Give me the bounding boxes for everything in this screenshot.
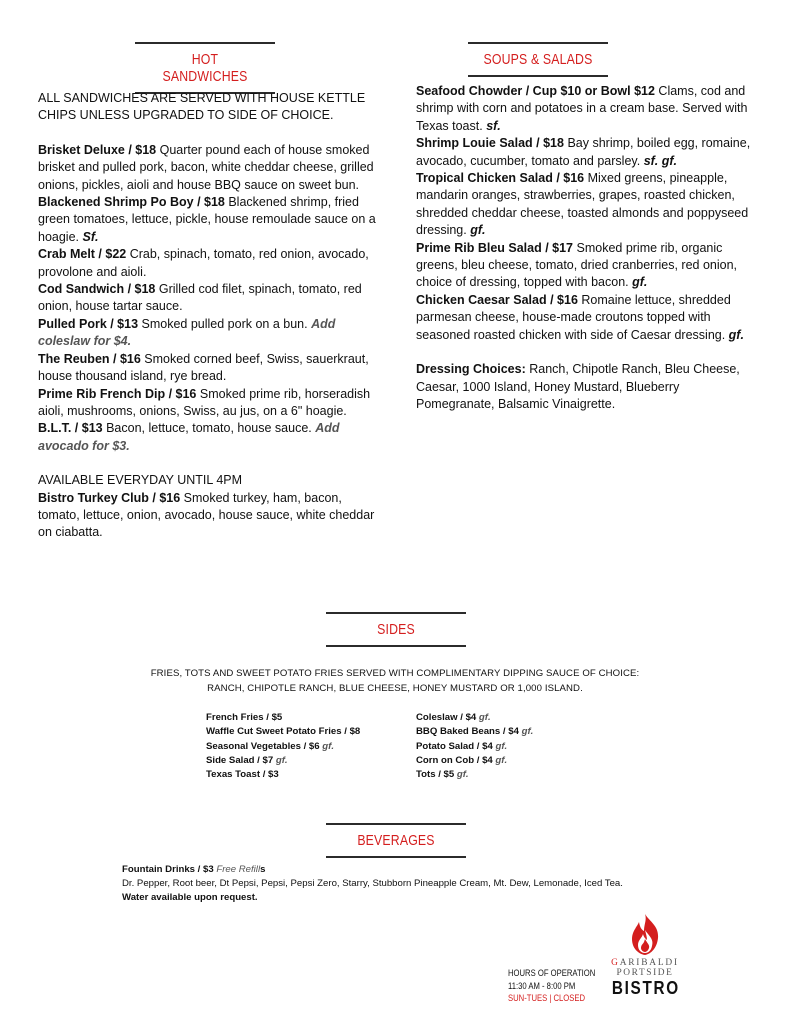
menu-item bbox=[38, 281, 383, 316]
item-description: Bay shrimp, boiled egg, romaine, avocado, cucumber, tomato and parsley. bbox=[416, 136, 751, 168]
item-name: The Reuben / $16 bbox=[38, 351, 141, 366]
heading-rule-bottom bbox=[326, 645, 466, 647]
side-item bbox=[416, 740, 533, 754]
item-name: Prime Rib Bleu Salad / $17 bbox=[416, 240, 574, 255]
side-item bbox=[416, 768, 533, 782]
item-name: Seafood Chowder / Cup $10 or Bowl $12 bbox=[416, 84, 655, 98]
item-description: Quarter pound each of house smoked brisket and pulled pork, bacon, white cheddar cheese, grilled onions, pickles, aioli and house BBQ sauce on sweet bun. bbox=[38, 142, 374, 192]
side-item bbox=[416, 711, 533, 725]
item-description: Grilled cod filet, spinach, tomato, red onion, house tartar sauce. bbox=[38, 282, 362, 314]
item-name: Prime Rib French Dip / $16 bbox=[38, 386, 197, 401]
logo-line-garibaldi bbox=[606, 958, 684, 968]
dietary-tag: gf. bbox=[478, 712, 491, 723]
item-description: Blackened shrimp, fried green tomatoes, lettuce, pickle, house remoulade sauce on a hoagie. bbox=[38, 195, 376, 244]
section-title: SOUPS & SALADS bbox=[483, 51, 593, 68]
sandwich-intro: ALL SANDWICHES ARE SERVED WITH HOUSE KETTLE CHIPS UNLESS UPGRADED TO SIDE OF CHOICE. bbox=[38, 91, 366, 123]
dietary-tag: gf. bbox=[521, 726, 534, 738]
menu-item bbox=[38, 386, 383, 421]
dietary-tag: gf. bbox=[470, 223, 486, 238]
item-addon: Add coleslaw for $4. bbox=[38, 316, 336, 349]
item-name: Tropical Chicken Salad / $16 bbox=[416, 171, 585, 186]
dietary-tag: gf. bbox=[495, 754, 508, 766]
item-description: Clams, cod and shrimp with corn and potatoes in a cream base. Served with Texas toast. bbox=[416, 84, 748, 133]
menu-item bbox=[416, 170, 761, 240]
free-refill: Free Refill bbox=[216, 864, 261, 875]
menu-item bbox=[416, 135, 761, 170]
side-name: Waffle Cut Sweet Potato Fries / $8 bbox=[206, 726, 361, 738]
drink-list: Dr. Pepper, Root beer, Dt Pepsi, Pepsi, Pepsi Zero, Starry, Stubborn Pineapple Cream, Mt. Dew, Lemonade, Iced Tea. bbox=[122, 878, 623, 890]
section-title: BEVERAGES bbox=[357, 832, 435, 849]
sides-heading bbox=[326, 612, 466, 647]
logo-initial: G bbox=[611, 958, 620, 968]
item-description: Bacon, lettuce, tomato, house sauce. bbox=[102, 421, 316, 436]
heading-rule-top bbox=[326, 823, 466, 825]
sides-right-list bbox=[416, 711, 533, 782]
sides-note-line: RANCH, CHIPOTLE RANCH, BLUE CHEESE, HONEY MUSTARD OR 1,000 ISLAND. bbox=[207, 683, 583, 694]
sides-left-list bbox=[206, 711, 360, 782]
free-refill-suffix: s bbox=[260, 864, 266, 875]
dietary-tag: Sf. bbox=[82, 229, 99, 244]
hot-sandwiches-heading bbox=[135, 42, 275, 94]
side-item bbox=[416, 754, 533, 768]
soups-salads-column bbox=[416, 83, 761, 413]
menu-item bbox=[38, 316, 383, 351]
item-name: Blackened Shrimp Po Boy / $18 bbox=[38, 195, 225, 210]
flame-icon bbox=[625, 912, 665, 958]
heading-rule-top bbox=[326, 612, 466, 614]
hot-sandwiches-column bbox=[38, 90, 383, 542]
dietary-tag: gf. bbox=[275, 754, 288, 766]
item-name: Chicken Caesar Salad / $16 bbox=[416, 292, 578, 307]
item-description: Smoked turkey, ham, bacon, tomato, lettuce, onion, avocado, house sauce, white cheddar on ciabatta. bbox=[38, 490, 375, 540]
item-name: Pulled Pork / $13 bbox=[38, 316, 139, 331]
item-addon: Add avocado for $3. bbox=[38, 421, 340, 453]
salad-list bbox=[416, 83, 761, 344]
logo-line-portside: PORTSIDE bbox=[616, 968, 674, 978]
bistro-logo bbox=[606, 912, 684, 998]
side-name: Potato Salad / $4 bbox=[416, 740, 496, 752]
side-item bbox=[206, 754, 360, 768]
menu-item bbox=[38, 490, 383, 542]
sides-note bbox=[100, 666, 690, 696]
heading-rule-bottom bbox=[326, 856, 466, 858]
menu-item bbox=[38, 194, 383, 246]
dietary-tag: gf. bbox=[632, 275, 648, 290]
dietary-tag: sf. gf. bbox=[643, 153, 678, 168]
side-item bbox=[206, 711, 360, 725]
item-name: Cod Sandwich / $18 bbox=[38, 282, 156, 297]
item-name: Crab Melt / $22 bbox=[38, 247, 127, 262]
soups-salads-heading bbox=[468, 42, 608, 77]
dressing-list: Ranch, Chipotle Ranch, Bleu Cheese, Caesar, 1000 Island, Honey Mustard, Blueberry Pomegranate, Balsamic Vinaigrette. bbox=[416, 362, 740, 411]
side-name: Tots / $5 bbox=[416, 769, 457, 781]
menu-item bbox=[416, 83, 761, 135]
side-name: BBQ Baked Beans / $4 bbox=[416, 726, 522, 738]
item-name: Shrimp Louie Salad / $18 bbox=[416, 136, 564, 151]
hours-closed: SUN-TUES | CLOSED bbox=[508, 993, 586, 1004]
item-description: Romaine lettuce, shredded parmesan cheese, house-made croutons topped with seasoned roasted chicken with side of Caesar dressing. bbox=[416, 292, 731, 342]
side-item bbox=[206, 740, 360, 754]
fountain-drinks bbox=[122, 863, 623, 877]
heading-rule-bottom bbox=[468, 75, 608, 77]
menu-item bbox=[38, 420, 383, 455]
water-note: Water available upon request. bbox=[122, 892, 258, 904]
side-name: Coleslaw / $4 bbox=[416, 712, 479, 723]
dressing-choices bbox=[416, 361, 761, 413]
menu-item bbox=[416, 240, 761, 292]
dietary-tag: sf. bbox=[486, 118, 501, 133]
available-note: AVAILABLE EVERYDAY UNTIL 4PM bbox=[38, 473, 243, 488]
sandwich-list bbox=[38, 142, 383, 455]
side-item bbox=[206, 768, 360, 782]
dietary-tag: gf. bbox=[728, 327, 744, 342]
item-description: Smoked prime rib, horseradish aioli, mushrooms, onions, Swiss, au jus, on a 6" hoagie. bbox=[38, 386, 371, 418]
item-description: Smoked corned beef, Swiss, sauerkraut, house thousand island, rye bread. bbox=[38, 351, 369, 384]
fountain-label: Fountain Drinks / $3 bbox=[122, 864, 217, 875]
dietary-tag: gf. bbox=[456, 769, 469, 781]
section-title: SIDES bbox=[377, 621, 415, 638]
menu-item bbox=[416, 292, 761, 344]
dietary-tag: gf. bbox=[495, 740, 508, 752]
menu-item bbox=[38, 351, 383, 386]
hours-block bbox=[508, 968, 595, 1006]
item-description: Mixed greens, pineapple, mandarin oranges, strawberries, grapes, roasted chicken, shredded cheddar cheese, toasted almonds and poppyseed dressing. bbox=[416, 171, 749, 238]
item-name: Bistro Turkey Club / $16 bbox=[38, 490, 181, 505]
side-name: Seasonal Vegetables / $6 bbox=[206, 740, 323, 752]
side-name: Corn on Cob / $4 bbox=[416, 754, 496, 766]
heading-rule-top bbox=[135, 42, 275, 44]
beverages-heading bbox=[326, 823, 466, 858]
dressing-label: Dressing Choices: bbox=[416, 362, 526, 377]
logo-line-bistro: BISTRO bbox=[611, 978, 680, 998]
item-name: Brisket Deluxe / $18 bbox=[38, 142, 157, 157]
side-name: French Fries / $5 bbox=[206, 712, 283, 723]
sides-note-line: FRIES, TOTS AND SWEET POTATO FRIES SERVED WITH COMPLIMENTARY DIPPING SAUCE OF CHOICE: bbox=[150, 668, 640, 679]
item-description: Smoked pulled pork on a bun. bbox=[138, 316, 312, 331]
side-item bbox=[416, 725, 533, 739]
side-item bbox=[206, 725, 360, 739]
side-name: Side Salad / $7 bbox=[206, 754, 276, 766]
side-name: Texas Toast / $3 bbox=[206, 769, 279, 781]
section-title: HOT SANDWICHES bbox=[162, 51, 248, 85]
item-name: B.L.T. / $13 bbox=[38, 421, 103, 436]
hours-time: 11:30 AM - 8:00 PM bbox=[508, 980, 576, 992]
beverages-block bbox=[122, 863, 623, 906]
item-description: Crab, spinach, tomato, red onion, avocado, provolone and aioli. bbox=[38, 247, 369, 279]
logo-text: ARIBALDI bbox=[619, 958, 679, 968]
item-description: Smoked prime rib, organic greens, bleu cheese, tomato, dried cranberries, red onion, choice of dressing, topped with bacon. bbox=[416, 240, 738, 290]
dietary-tag: gf. bbox=[322, 740, 334, 752]
menu-item bbox=[38, 246, 383, 281]
heading-rule-top bbox=[468, 42, 608, 44]
hours-label: HOURS OF OPERATION bbox=[508, 968, 596, 979]
menu-item bbox=[38, 142, 383, 194]
